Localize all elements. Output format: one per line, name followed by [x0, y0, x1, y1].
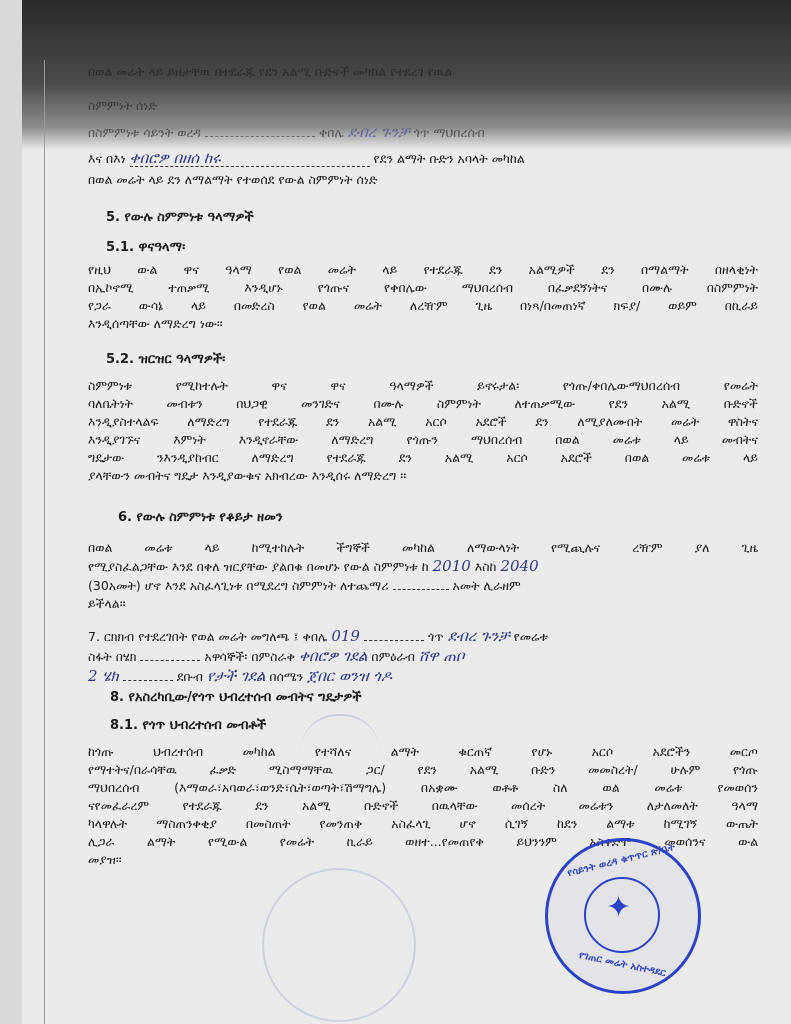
- s51-line: በኢኮኖሚ ተጠቃሚ እንዲሆኑ የጎጡና የቀበሌው ማህበረሰብ በፈቃደኝነትና በሙሉ በስምምነት: [88, 280, 758, 295]
- s52-line: ስምምነቱ የሚከተሉት ዋና ዋና ዓላማዎች ይኖሩታል፡ የጎጡ/ቀበሌውማህበረሰብ የመሬት: [88, 378, 758, 393]
- page-edge: [44, 60, 45, 1024]
- section6-heading: 6. የውሉ ስምምነቱ የቆይታ ዘመን: [118, 510, 283, 525]
- s6-line-3: [88, 578, 758, 594]
- handwritten-south: የታች ገደል: [206, 668, 266, 685]
- title-line-2: ስምምነት ሰነድ: [88, 98, 158, 113]
- s7-line-1-suffix: የመሬቱ: [513, 629, 548, 644]
- parties-line-2: በወል መሬት ላይ ደን ለማልማት የተወሰደ የውል ስምምነት ሰነድ: [88, 172, 378, 187]
- s52-line: እንዲያስተላልፍ ለማድረግ የተደራጁ ደን አልሚ አርሶ አደሮች ደን ለሚያለሙበት መሬት ዋስትና: [88, 414, 758, 429]
- s52-line: ባለቤትነት መብቱን በህጋዊ መንገድና በሙሉ ስምምነት ለተጠቃሚው የደን አልሚ ቡድኖች: [88, 396, 758, 411]
- handwritten-west: ሸዋ ጠቦ: [418, 648, 465, 665]
- s6-line-3-prefix: (30አመት) ሆኖ እንደ አስፈላጊነቱ በሚደረግ ስምምነት: [88, 578, 337, 593]
- s51-line: የጋራ ውሳኔ ላይ በመድረስ የወል መሬት ለረዥም ጊዜ በነጻ/በመጠነኛ ክፍያ/ ወይም በኪራይ: [88, 298, 758, 313]
- s7-line-2-mid: አዋሳኞች፡ በምስራቅ: [204, 649, 295, 664]
- handwritten-kebele-no: 019: [331, 628, 360, 645]
- handwritten-start-year: 2010: [432, 558, 471, 575]
- s81-line: ካላዋሉት ማስጠንቀቂያ በመስጠት የመንጠቅ አስፈላጊ ሆኖ ሲገኝ ከደን ልማቱ ከሚገኝ ውጤት: [88, 816, 758, 831]
- location-line: [88, 124, 758, 141]
- s51-line: እንዲሰጣቸው ለማድረግ ነው፡፡: [88, 316, 223, 331]
- handwritten-area: 2 ሄክ: [88, 668, 119, 685]
- title-line-1: በወል መሬት ላይ ይዘታቸዉ በተደራጁ የደን አልሚ ቡድኖች መካከል የተደረገ የዉል: [88, 64, 453, 79]
- s52-line: ግዴታው ንእንዲያከብር ለማድረግ የተደራጁ ደን አልሚ አርሶ አደሮች በወል መሬቱ ላይ: [88, 450, 758, 465]
- s6-line-1: በወል መሬቱ ላይ ከሚተከሉት ችግኞች መካከል ለማውላነት የሚጪሉና ረዥም ያለ ጊዜ: [88, 540, 758, 555]
- s81-line: ማህበረሰብ (እማወራ፣አባወራ፣ወንድ፣ሴት፣ወጣት፣ሽማግሌ) በአቋሙ ወቶቶ ስለ ወል መሬቱ የመወሰን: [88, 780, 758, 795]
- s52-line: ያላቸውን መብትና ግዴታ እንዲያውቁና አክብረው እንዲሰሩ ለማድረግ ፡፡: [88, 468, 407, 483]
- s6-line-2-mid: እስከ: [474, 559, 497, 574]
- location-suffix: ጎጥ ማህበረሰብ: [413, 125, 485, 140]
- faint-seal: [262, 868, 416, 1022]
- s7-line-2-prefix: ስፋት በሄክ: [88, 649, 137, 664]
- section5-1-heading: 5.1. ዋናዓላማ፡: [106, 240, 186, 255]
- s7-line-2-suffix: በምዕራብ: [371, 649, 415, 664]
- s6-line-3-suffix: አመት ሊራዘም: [452, 578, 521, 593]
- handwritten-group: ቀበሮዎ በዘሰ ከሩ: [130, 150, 370, 167]
- stamp-bottom-text: የገጠር መሬት አስተዳደር: [577, 949, 667, 980]
- handwritten-end-year: 2040: [500, 558, 539, 575]
- parties-suffix: የደን ልማት ቡድን አባላት መካከል: [373, 151, 525, 166]
- handwritten-got: ደብረ ጉንቻ: [447, 628, 510, 645]
- s6-line-4: ይችላል፡፡: [88, 596, 126, 611]
- handwritten-north: ጀበር ወንዝ ጎዶ: [307, 668, 392, 685]
- s7-line-2: [88, 648, 758, 665]
- s7-line-1-mid: ጎጥ: [427, 629, 444, 644]
- section8-1-heading: 8.1. የጎጥ ህብረተሰብ መብቶች: [110, 718, 267, 733]
- s6-line-2: [88, 558, 758, 575]
- s7-line-3-mid: ደቡብ: [176, 669, 203, 684]
- s7-line-1-prefix: 7. ርክክብ የተደረገበት የወል መሬት መግለጫ ፤ ቀበሌ: [88, 629, 328, 644]
- section8-heading: 8. የአስረካቢው/የጎጥ ህብረተሰብ መብትና ግዴታዎች: [110, 690, 362, 705]
- s6-line-2-prefix: የሚያስፈልጋቸው እንደ በቀለ ዝርያቸው ያልበቁ በመሆኑ የውል ስምምነቱ ከ: [88, 559, 429, 574]
- s81-line: ከጎጡ ህብረተሰብ መካከል የተሻለና ልማት ቁርጠኛ የሆኑ አርሶ አደሮችን መርጦ: [88, 744, 758, 759]
- s81-line: ናየመፈራረም የተደራጁ ደን አልሚ ቡድኖች በዉላቸው መሰረት መሬቱን ለታለመለት ዓላማ: [88, 798, 758, 813]
- handwritten-kebele: ደብረ ጉንቻ: [347, 124, 410, 141]
- stamp-emblem-icon: ✦: [606, 890, 632, 925]
- s81-line: የማተትና/በራሳቸዉ ፈቃድ ሚስማማቸዉ ጋር/ የደን አልሚ ቡድን መመስረት/ ሁሉም የጎጡ: [88, 762, 758, 777]
- s52-line: እንዲያገኙና እምነት እንዲኖራቸው ለማድረግ የጎጡን ማህበረሰብ በወል መሬቱ ላይ መብትና: [88, 432, 758, 447]
- stamp-top-text: የሳይንት ወረዳ ቁጥጥር ጽ/ቤት: [566, 841, 677, 880]
- parties-prefix: እና በእነ: [88, 151, 126, 166]
- official-stamp: [545, 838, 701, 994]
- s81-line: ሊጋራ ልማት የሚውል የመሬት ኪራይ ወዘተ...የመጠየቅ ይህንንም አስቀድሞ መወሰንና ውል: [88, 834, 758, 849]
- s6-line-3-mid: ለተጨማሪ: [340, 578, 389, 593]
- location-prefix: በስምምነቱ ሳይንት ወረዳ: [88, 125, 201, 140]
- s51-line: የዚህ ውል ዋና ዓላማ የወል መሬት ላይ የተደራጁ ደን አልሚዎች ደን በማልማት በዘላቂነት: [88, 262, 758, 277]
- location-mid: ቀበሌ: [318, 125, 344, 140]
- section5-2-heading: 5.2. ዝርዝር ዓላማዎች፡: [106, 352, 226, 367]
- parties-line: [88, 150, 758, 167]
- s81-line: መያዝ፡፡: [88, 852, 122, 867]
- handwritten-east: ቀበሮዎ ገደል: [298, 648, 368, 665]
- s7-line-3-suffix: በሰሜን: [269, 669, 304, 684]
- s7-line-1: [88, 628, 758, 645]
- s7-line-3: [88, 668, 758, 685]
- section5-heading: 5. የውሉ ስምምነቱ ዓላማዎች: [106, 210, 254, 225]
